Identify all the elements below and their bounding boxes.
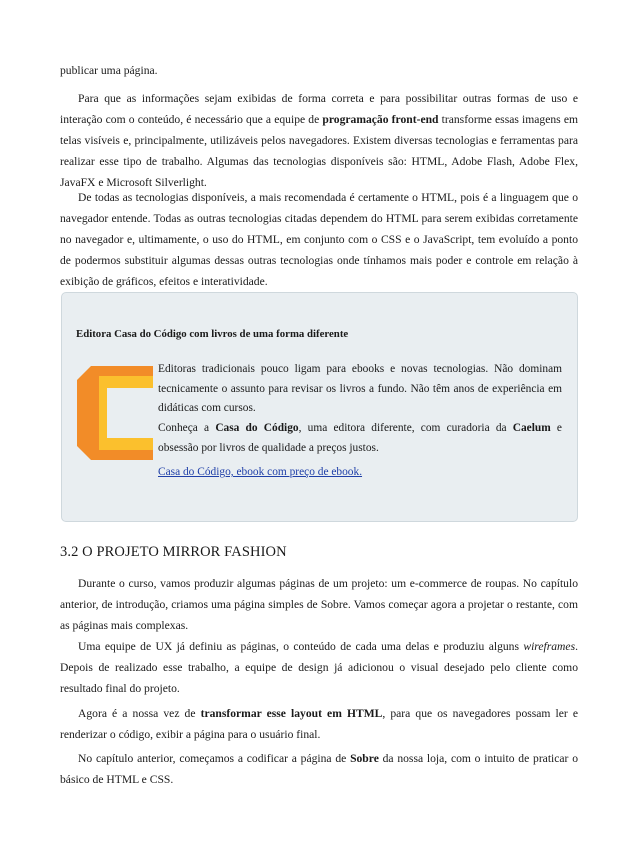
bold-term: programação front-end — [322, 113, 439, 126]
paragraph-technologies — [60, 187, 578, 292]
section-paragraph-2 — [60, 636, 578, 699]
bold-term: transformar esse layout em HTML — [200, 707, 383, 720]
section-paragraph-1 — [60, 573, 578, 636]
paragraph-text: Para que as informações sejam exibidas de forma correta e para possibilitar outras formas de uso e interação com o conteúdo, é necessário que a equipe de — [60, 92, 578, 126]
paragraph-text: da nossa loja, com o intuito de praticar o básico de HTML e CSS. — [60, 752, 578, 786]
bold-term: Casa do Código — [215, 422, 299, 434]
paragraph-text: publicar uma página. — [60, 64, 158, 77]
callout-title: Editora Casa do Código com livros de uma forma diferente — [76, 328, 349, 340]
paragraph-text: No capítulo anterior, começamos a codificar a página de — [78, 752, 351, 765]
section-paragraph-3 — [60, 703, 578, 745]
bold-term: Caelum — [512, 422, 551, 434]
casa-do-codigo-link[interactable]: Casa do Código, ebook com preço de ebook. — [158, 466, 363, 478]
paragraph-text: . Depois de realizado esse trabalho, a equipe de design já adicionou o visual desejado pelo cliente como resultado final do projeto. — [60, 640, 578, 695]
paragraph-continuation — [60, 60, 578, 81]
paragraph-text: Durante o curso, vamos produzir algumas páginas de um projeto: um e-commerce de roupas. No capítulo anterior, de introdução, criamos uma página simples de Sobre. Vamos começar agora a projetar o restante, com as páginas mais complexas. — [60, 577, 578, 632]
section-heading: 3.2 O PROJETO MIRROR FASHION — [60, 544, 287, 560]
callout-text: Conheça a — [158, 422, 216, 434]
paragraph-text: Agora é a nossa vez de — [78, 707, 201, 720]
callout-body-2 — [158, 419, 562, 458]
paragraph-text: De todas as tecnologias disponíveis, a mais recomendada é certamente o HTML, pois é a linguagem que o navegador entende. Todas as outras tecnologias citadas dependem do HTML para serem exibidas corretamente no navegador e, ultimamente, o uso do HTML, em conjunto com o CSS e o JavaScript, tem evoluído a ponto de podermos substituir algumas dessas outras tecnologias onde tínhamos mais poder e controle em relação à exibição de gráficos, efeitos e interatividade. — [60, 191, 578, 288]
paragraph-text: transforme essas imagens em telas visíveis e, principalmente, utilizáveis pelos navegadores. Existem diversas tecnologias e ferramentas para realizar esse tipo de trabalho. Algumas das tecnologias disponíveis são: HTML, Adobe Flash, Adobe Flex, JavaFX e Microsoft Silverlight. — [60, 113, 578, 189]
callout-text: , uma editora diferente, com curadoria da — [298, 422, 513, 434]
bold-term: Sobre — [350, 752, 379, 765]
section-paragraph-4 — [60, 748, 578, 790]
italic-term: wireframes — [523, 640, 576, 653]
paragraph-frontend — [60, 88, 578, 193]
paragraph-text: Uma equipe de UX já definiu as páginas, o conteúdo de cada uma delas e produziu alguns — [78, 640, 524, 653]
callout-body-1 — [158, 360, 562, 419]
callout-text: e obsessão por livros de qualidade a preços justos. — [158, 422, 562, 454]
callout-text: Editoras tradicionais pouco ligam para ebooks e novas tecnologias. Não dominam tecnicamente o assunto para revisar os livros a fundo. Não têm anos de experiência em didáticas com cursos. — [158, 363, 562, 414]
paragraph-text: , para que os navegadores possam ler e renderizar o código, exibir a página para o usuário final. — [60, 707, 578, 741]
casa-do-codigo-logo-icon — [77, 366, 153, 460]
